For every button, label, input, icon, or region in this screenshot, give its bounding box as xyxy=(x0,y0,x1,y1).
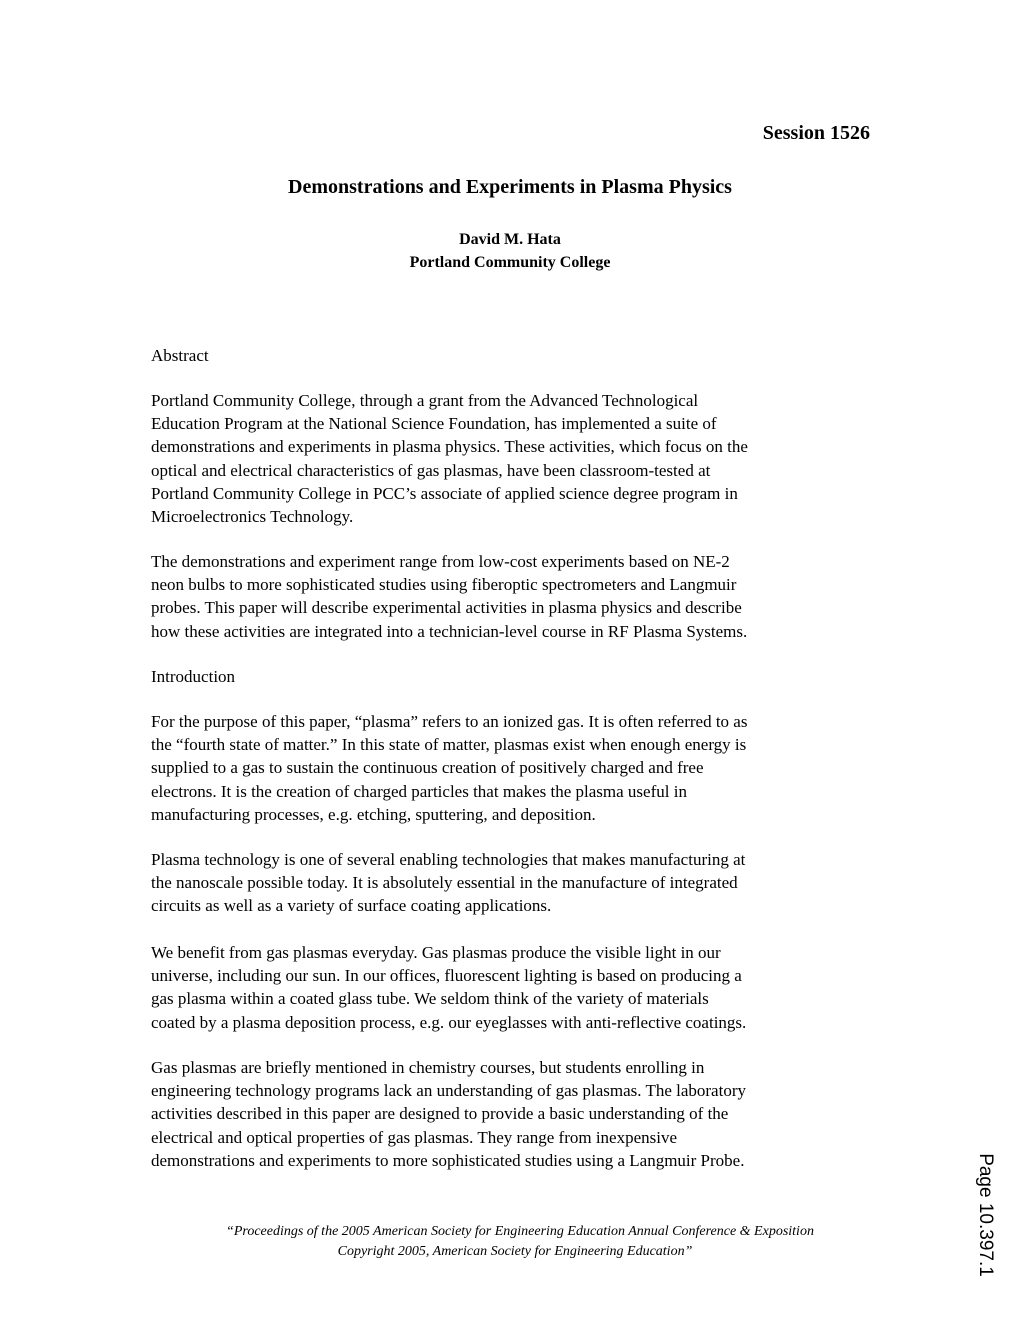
text-line: Plasma technology is one of several enabling technologies that makes manufacturing at xyxy=(151,850,746,869)
text-line: coated by a plasma deposition process, e.g. our eyeglasses with anti-reflective coatings. xyxy=(151,1012,747,1032)
text-line: neon bulbs to more sophisticated studies using fiberoptic spectrometers and Langmuir xyxy=(151,575,737,595)
text-line: Microelectronics Technology. xyxy=(151,507,354,527)
text-line: Gas plasmas are briefly mentioned in chemistry courses, but students enrolling in xyxy=(151,1058,705,1077)
paper-title: Demonstrations and Experiments in Plasma Physics xyxy=(288,176,732,198)
abstract-paragraph-1 xyxy=(151,389,881,528)
text-line: We benefit from gas plasmas everyday. Gas plasmas produce the visible light in our xyxy=(151,943,721,962)
text-line: For the purpose of this paper, “plasma” refers to an ionized gas. It is often referred to as xyxy=(151,712,748,731)
introduction-paragraph-1 xyxy=(151,710,881,826)
introduction-paragraph-3 xyxy=(151,941,881,1034)
author-name: David M. Hata xyxy=(459,231,561,248)
text-line: Education Program at the National Science Foundation, has implemented a suite of xyxy=(151,414,717,434)
abstract-heading: Abstract xyxy=(151,346,209,365)
author-affiliation: Portland Community College xyxy=(409,254,611,271)
text-line: universe, including our sun. In our offices, fluorescent lighting is based on producing a xyxy=(151,966,742,986)
session-number: Session 1526 xyxy=(762,122,870,144)
abstract-paragraph-2 xyxy=(151,550,881,643)
text-line: manufacturing processes, e.g. etching, sputtering, and deposition. xyxy=(151,804,596,824)
text-line: Portland Community College, through a grant from the Advanced Technological xyxy=(151,391,699,410)
introduction-paragraph-4 xyxy=(151,1056,881,1172)
text-line: demonstrations and experiments to more sophisticated studies using a Langmuir Probe. xyxy=(151,1150,745,1170)
text-line: electrons. It is the creation of charged particles that makes the plasma useful in xyxy=(151,781,687,801)
text-line: demonstrations and experiments in plasma physics. These activities, which focus on the xyxy=(151,437,748,457)
introduction-heading: Introduction xyxy=(151,667,236,686)
text-line: activities described in this paper are designed to provide a basic understanding of the xyxy=(151,1104,729,1124)
text-line: how these activities are integrated into a technician-level course in RF Plasma Systems. xyxy=(151,621,748,641)
footer-proceedings-line: “Proceedings of the 2005 American Society for Engineering Education Annual Conference & Exposition xyxy=(226,1224,814,1239)
text-line: the nanoscale possible today. It is absolutely essential in the manufacture of integrated xyxy=(151,873,738,893)
text-line: probes. This paper will describe experimental activities in plasma physics and describe xyxy=(151,598,742,618)
text-line: gas plasma within a coated glass tube. We seldom think of the variety of materials xyxy=(151,989,709,1009)
text-line: the “fourth state of matter.” In this state of matter, plasmas exist when enough energy is xyxy=(151,735,747,755)
introduction-paragraph-2 xyxy=(151,848,881,918)
page-number-stamp: Page 10.397.1 xyxy=(975,1153,996,1277)
text-line: supplied to a gas to sustain the continuous creation of positively charged and free xyxy=(151,758,704,778)
text-line: engineering technology programs lack an understanding of gas plasmas. The laboratory xyxy=(151,1081,746,1101)
text-line: circuits as well as a variety of surface coating applications. xyxy=(151,896,552,916)
footer-copyright-line: Copyright 2005, American Society for Engineering Education” xyxy=(337,1244,693,1259)
text-line: The demonstrations and experiment range from low-cost experiments based on NE-2 xyxy=(151,552,730,571)
text-line: optical and electrical characteristics of gas plasmas, have been classroom-tested at xyxy=(151,460,711,480)
text-line: Portland Community College in PCC’s associate of applied science degree program in xyxy=(151,483,738,503)
text-line: electrical and optical properties of gas plasmas. They range from inexpensive xyxy=(151,1127,678,1147)
